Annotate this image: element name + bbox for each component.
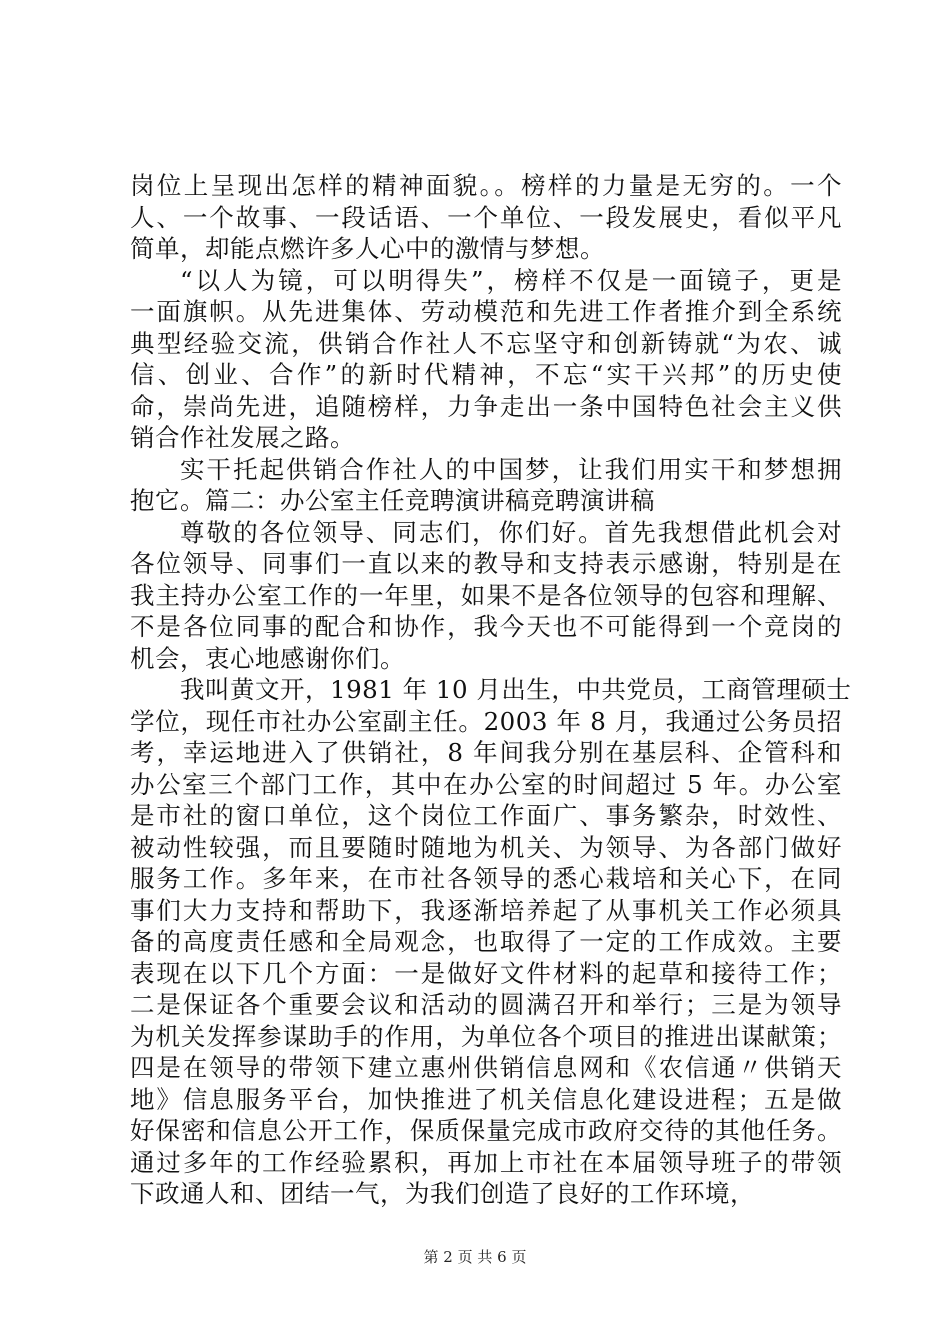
text-line: 我叫黄文开，1981 年 10 月出生，中共党员，工商管理硕士 [180,675,852,704]
document-body [130,170,852,1210]
text-line: 不是各位同事的配合和协作，我今天也不可能得到一个竞岗的 [130,612,842,641]
text-line: 表现在以下几个方面：一是做好文件材料的起草和接待工作； [130,958,842,988]
text-line: 机会，衷心地感谢你们。 [130,643,405,673]
text-line: 信、创业、合作”的新时代精神，不忘“实干兴邦”的历史使 [130,360,842,389]
text-line: 岗位上呈现出怎样的精神面貌。。榜样的力量是无穷的。一个 [130,171,842,200]
text-line: 事们大力支持和帮助下，我逐渐培养起了从事机关工作必须具 [130,895,842,925]
text-line: 服务工作。多年来，在市社各领导的悉心栽培和关心下，在同 [130,864,842,893]
text-line: 被动性较强，而且要随时随地为机关、为领导、为各部门做好 [130,832,842,862]
text-line: 办公室三个部门工作，其中在办公室的时间超过 5 年。办公室 [130,769,842,799]
text-line: 地》信息服务平台，加快推进了机关信息化建设进程；五是做 [130,1084,842,1114]
text-line: 为机关发挥参谋助手的作用，为单位各个项目的推进出谋献策； [130,1021,842,1051]
text-line: 各位领导、同事们一直以来的教导和支持表示感谢，特别是在 [130,549,842,578]
text-line: 是市社的窗口单位，这个岗位工作面广、事务繁杂，时效性、 [130,801,842,830]
text-line: 学位，现任市社办公室副主任。2003 年 8 月，我通过公务员招 [130,706,842,736]
text-line: 尊敬的各位领导、同志们，你们好。首先我想借此机会对 [180,517,842,547]
text-line: 人、一个故事、一段话语、一个单位、一段发展史，看似平凡 [130,202,842,232]
text-line: 典型经验交流，供销合作社人不忘坚守和创新铸就“为农、诚 [130,328,842,358]
text-line: 通过多年的工作经验累积，再加上市社在本届领导班子的带领 [130,1147,842,1177]
text-line: 我主持办公室工作的一年里，如果不是各位领导的包容和理解、 [130,580,842,610]
text-line: 考，幸运地进入了供销社，8 年间我分别在基层科、企管科和 [130,738,842,767]
text-line: 一面旗帜。从先进集体、劳动模范和先进工作者推介到全系统 [130,297,842,326]
text-line: “以人为镜，可以明得失”，榜样不仅是一面镜子，更是 [180,265,842,295]
text-line: 简单，却能点燃许多人心中的激情与梦想。 [130,234,605,263]
text-line: 实干托起供销合作社人的中国梦，让我们用实干和梦想拥 [180,454,842,484]
page-footer: 第 2 页 共 6 页 [423,1248,527,1266]
text-line: 下政通人和、团结一气，为我们创造了良好的工作环境， [130,1179,755,1208]
text-line: 销合作社发展之路。 [130,423,355,452]
text-line: 好保密和信息公开工作，保质保量完成市政府交待的其他任务。 [130,1116,842,1145]
text-line: 备的高度责任感和全局观念，也取得了一定的工作成效。主要 [130,927,842,956]
text-line: 二是保证各个重要会议和活动的圆满召开和举行；三是为领导 [130,990,842,1019]
text-line: 四是在领导的带领下建立惠州供销信息网和《农信通〃供销天 [130,1053,842,1082]
text-line: 命，崇尚先进，追随榜样，力争走出一条中国特色社会主义供 [130,391,842,421]
text-line: 抱它。篇二：办公室主任竞聘演讲稿竞聘演讲稿 [130,486,655,515]
